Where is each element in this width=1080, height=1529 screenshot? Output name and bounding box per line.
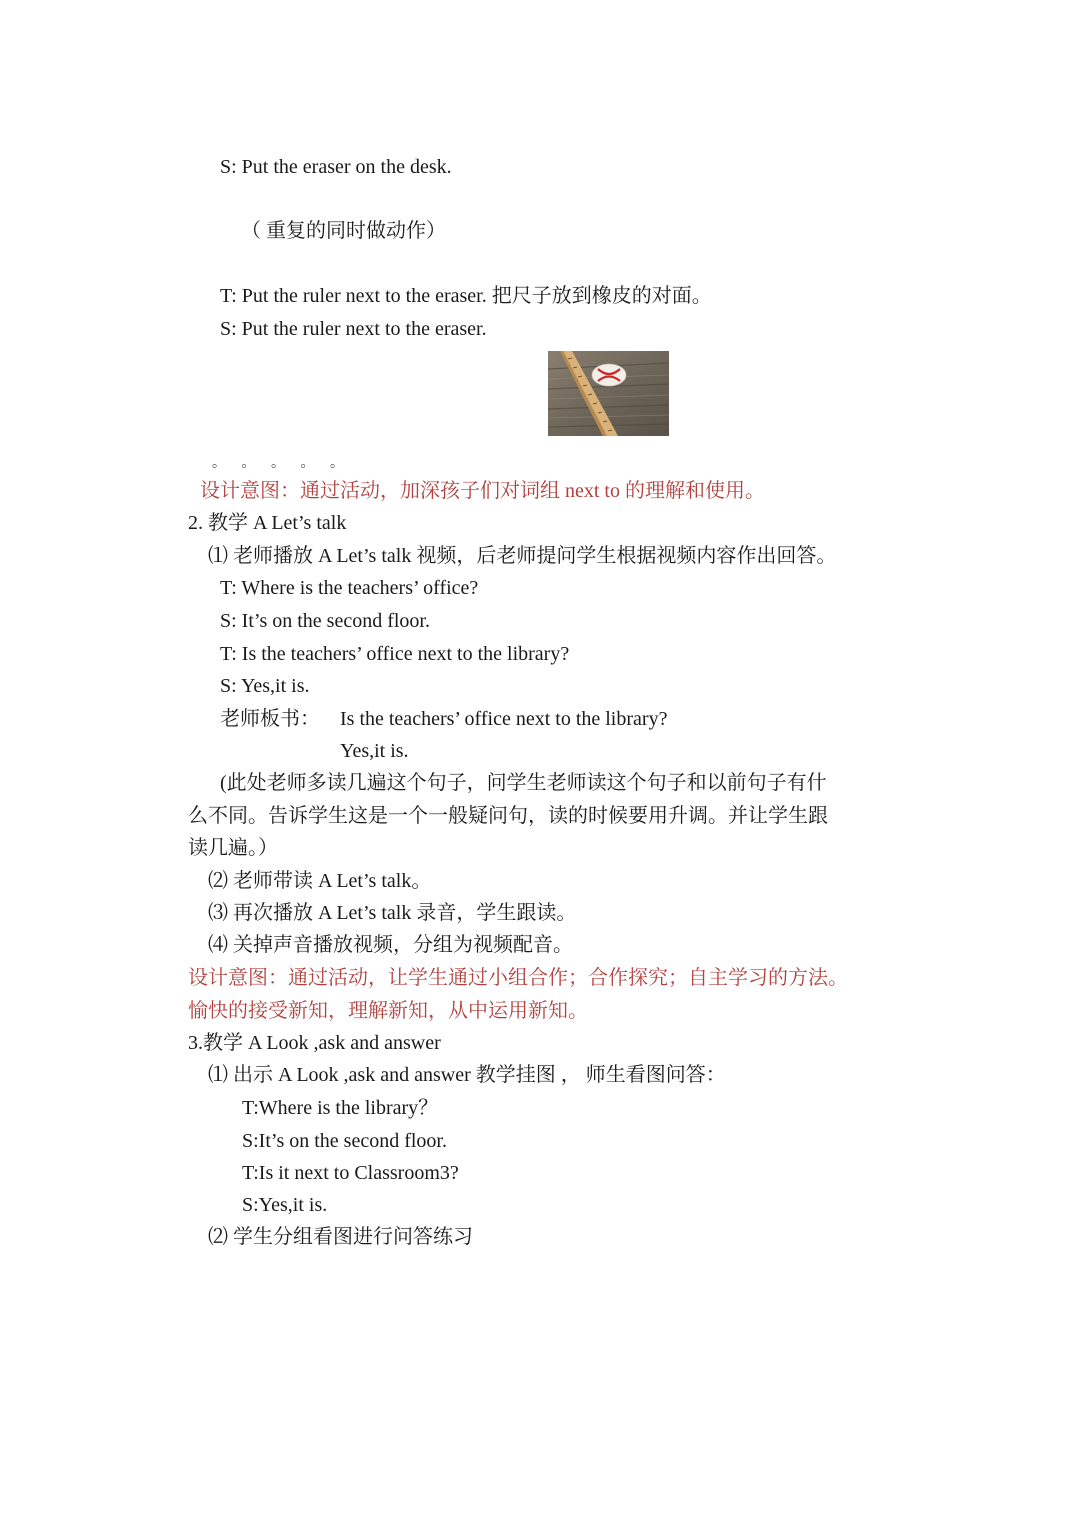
step-4-dubbing: ⑷ 关掉声音播放视频，分组为视频配音。 — [208, 934, 573, 956]
step-2-group-practice: ⑵ 学生分组看图进行问答练习 — [208, 1226, 473, 1248]
blackboard-question: Is the teachers’ office next to the library? — [340, 708, 668, 730]
blackboard-answer: Yes,it is. — [340, 740, 409, 762]
teacher-question-library: T: Is the teachers’ office next to the library? — [220, 643, 570, 665]
teacher-question-where-library: T:Where is the library？ — [242, 1097, 439, 1119]
student-line-eraser-desk: S: Put the eraser on the desk. — [220, 156, 452, 178]
teacher-question-classroom3: T:Is it next to Classroom3? — [242, 1162, 459, 1184]
step-1-show-wall-chart: ⑴ 出示 A Look ,ask and answer 教学挂图 ， 师生看图问答： — [208, 1064, 726, 1086]
student-answer-yes-it-is: S:Yes,it is. — [242, 1194, 328, 1216]
explanation-line-2: 么不同。告诉学生这是一个一般疑问句，读的时候要用升调。并让学生跟 — [188, 805, 828, 827]
ellipsis-dots: 。 。 。 。 。 — [212, 456, 350, 471]
action-note: （ 重复的同时做动作） — [241, 220, 446, 242]
design-intent-note-1: 设计意图：通过活动，加深孩子们对词组 next to 的理解和使用。 — [200, 480, 765, 502]
teacher-question-office: T: Where is the teachers’ office? — [220, 577, 479, 599]
section-heading-look-ask-answer: 3.教学 A Look ,ask and answer — [188, 1032, 441, 1054]
explanation-line-3: 读几遍。） — [188, 837, 278, 859]
ruler-and-eraser-photo — [548, 351, 669, 436]
section-heading-lets-talk: 2. 教学 A Let’s talk — [188, 512, 347, 534]
teacher-line-ruler-next: T: Put the ruler next to the eraser. 把尺子放到橡皮的对面。 — [220, 285, 712, 307]
design-intent-note-2-line-2: 愉快的接受新知，理解新知，从中运用新知。 — [188, 1000, 588, 1022]
student-answer-yes: S: Yes,it is. — [220, 675, 310, 697]
student-answer-second-floor: S:It’s on the second floor. — [242, 1130, 447, 1152]
blackboard-label: 老师板书： — [220, 708, 320, 730]
student-line-ruler-next: S: Put the ruler next to the eraser. — [220, 318, 487, 340]
design-intent-note-2-line-1: 设计意图：通过活动，让学生通过小组合作；合作探究；自主学习的方法。 — [188, 967, 848, 989]
student-answer-floor: S: It’s on the second floor. — [220, 610, 430, 632]
step-2-lead-reading: ⑵ 老师带读 A Let’s talk。 — [208, 870, 432, 892]
explanation-line-1: (此处老师多读几遍这个句子，问学生老师读这个句子和以前句子有什 — [220, 772, 827, 794]
step-3-replay-audio: ⑶ 再次播放 A Let’s talk 录音，学生跟读。 — [208, 902, 577, 924]
step-1-play-video: ⑴ 老师播放 A Let’s talk 视频，后老师提问学生根据视频内容作出回答。 — [208, 545, 837, 567]
